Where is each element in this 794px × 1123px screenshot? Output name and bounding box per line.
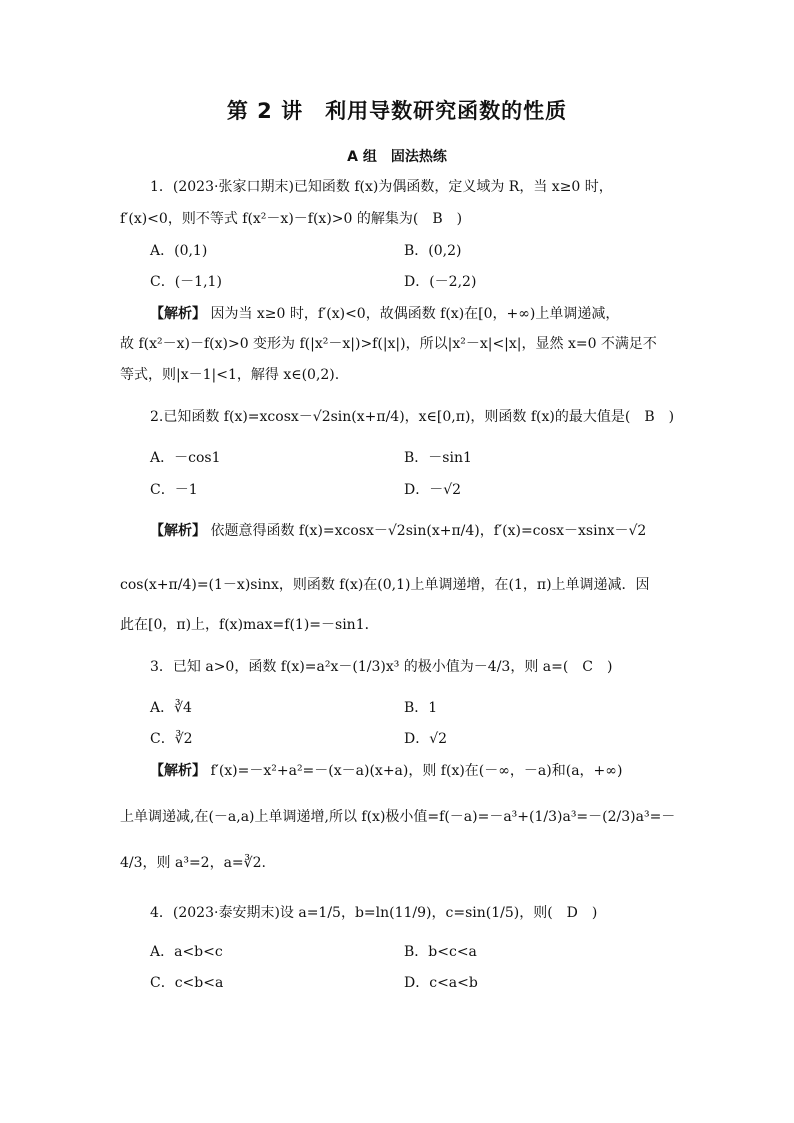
q2-solution-line3: 此在[0，π)上，f(x)max=f(1)=－sin1． (120, 617, 379, 633)
q2-option-b: B．－sin1 (404, 450, 472, 466)
q1-option-d: D．(－2,2) (404, 274, 477, 290)
q4-stem: 4．(2023·泰安期末)设 a=1/5，b=ln(11/9)，c=sin(1/5)，则( D ) (150, 905, 598, 921)
q2-option-a: A．－cos1 (150, 450, 221, 466)
q1-solution-line1 (150, 303, 619, 323)
q3-stem: 3．已知 a>0，函数 f(x)=a²x－(1/3)x³ 的极小值为－4/3，则 a=( C ) (150, 659, 613, 675)
q2-solution-tag: 【解析】 (150, 523, 206, 539)
q3-option-d: D．√2 (404, 731, 448, 747)
q3-option-c: C．∛2 (150, 731, 193, 747)
q2-solution-line1 (150, 520, 646, 540)
q1-solution-line3: 等式，则|x－1|<1，解得 x∈(0,2). (120, 367, 340, 383)
q1-stem-line2: f′(x)<0，则不等式 f(x²－x)－f(x)>0 的解集为( B ) (120, 211, 463, 227)
q3-solution-tag: 【解析】 (150, 763, 206, 779)
q3-option-a: A．∛4 (150, 700, 192, 716)
page-title: 第 2 讲 利用导数研究函数的性质 (226, 99, 568, 123)
q1-option-b: B．(0,2) (404, 243, 462, 259)
q1-solution-text1: 因为当 x≥0 时，f′(x)<0，故偶函数 f(x)在[0，+∞)上单调递减， (210, 306, 620, 322)
q2-option-c: C．－1 (150, 482, 198, 498)
q4-option-d: D．c<a<b (404, 975, 478, 991)
q3-solution-text1: f′(x)=－x²+a²=－(x－a)(x+a)，则 f(x)在(－∞，－a)和(a，+∞) (210, 763, 623, 779)
q4-option-c: C．c<b<a (150, 975, 224, 991)
q2-stem: 2.已知函数 f(x)=xcosx－√2sin(x+π/4)，x∈[0,π)，则函数 f(x)的最大值是( B ) (150, 409, 675, 425)
q1-solution-tag: 【解析】 (150, 306, 206, 322)
q3-solution-line2: 上单调递减,在(－a,a)上单调递增,所以 f(x)极小值=f(－a)=－a³+(1/3)a³=－(2/3)a³=－ (120, 809, 676, 825)
group-heading: A 组 固法热练 (347, 149, 447, 165)
q3-solution-line3: 4/3，则 a³=2，a=∛2. (120, 855, 266, 871)
q1-solution-line2: 故 f(x²－x)－f(x)>0 变形为 f(|x²－x|)>f(|x|)，所以|x²－x|<|x|，显然 x=0 不满足不 (120, 336, 657, 352)
q3-option-b: B．1 (404, 700, 438, 716)
q1-option-c: C．(－1,1) (150, 274, 222, 290)
q1-option-a: A．(0,1) (150, 243, 208, 259)
q4-option-a: A．a<b<c (150, 944, 223, 960)
q4-option-b: B．b<c<a (404, 944, 477, 960)
q2-solution-line2: cos(x+π/4)=(1－x)sinx，则函数 f(x)在(0,1)上单调递增，在(1，π)上单调递减．因 (120, 577, 650, 593)
q1-stem-line1: 1．(2023·张家口期末)已知函数 f(x)为偶函数，定义域为 R，当 x≥0 时， (150, 179, 613, 195)
q2-option-d: D．－√2 (404, 482, 462, 498)
q2-solution-text1: 依题意得函数 f(x)=xcosx－√2sin(x+π/4)，f′(x)=cosx－xsinx－√2 (210, 523, 647, 539)
q3-solution-line1 (150, 760, 622, 780)
